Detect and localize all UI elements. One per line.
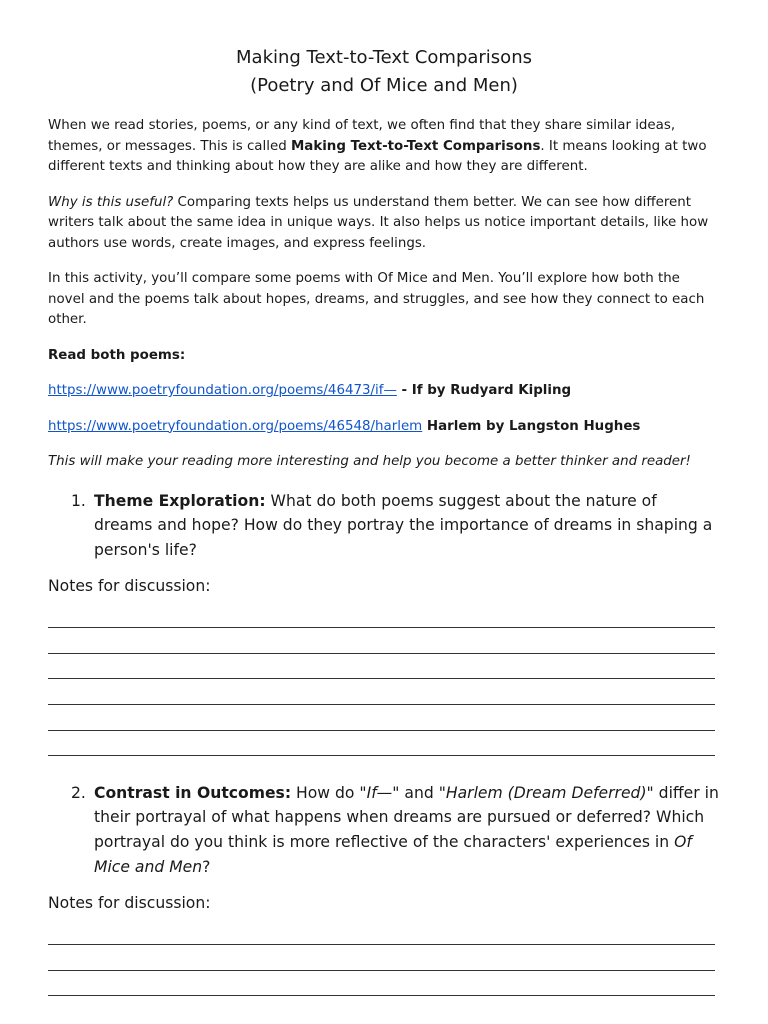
title-line-1: Making Text-to-Text Comparisons xyxy=(236,47,532,68)
intro-paragraph-3: In this activity, you’ll compare some poems with Of Mice and Men. You’ll explore how both the novel and the poems talk about hopes, dreams, and struggles, and see how they connect to each other. xyxy=(48,271,705,327)
question-1-text: What do both poems suggest about the nature of dreams and hope? How do they portray the importance of dreams in shaping a person's life? xyxy=(94,491,713,559)
notes-label-1: Notes for discussion: xyxy=(48,577,211,596)
question-2-number: 2. xyxy=(71,783,86,802)
intro-paragraph-1 xyxy=(48,116,720,178)
notes-lines-1 xyxy=(48,627,720,756)
poem-link-row-if xyxy=(48,381,720,402)
reading-note-text: This will make your reading more interesting and help you become a better thinker and reader! xyxy=(48,454,691,469)
poem-title-harlem: Harlem by Langston Hughes xyxy=(426,418,641,434)
why-useful-label: Why is this useful? xyxy=(48,194,174,210)
intro-text-b: . It means looking at two different texts and thinking about how they are alike and how they are different. xyxy=(48,138,707,174)
notes-label-2: Notes for discussion: xyxy=(48,894,211,913)
question-1-number: 1. xyxy=(71,491,86,510)
question-1-label: Theme Exploration: xyxy=(94,491,266,510)
question-2-text-b: and xyxy=(399,783,439,802)
intro-paragraph-2 xyxy=(48,193,720,255)
poem-separator-if: - xyxy=(396,383,412,398)
poems-heading xyxy=(48,346,720,367)
poem-link-harlem[interactable]: https://www.poetryfoundation.org/poems/46548/harlem xyxy=(48,418,423,434)
note-line[interactable] xyxy=(48,704,715,705)
note-line[interactable] xyxy=(48,755,715,756)
why-useful-text: Comparing texts helps us understand them better. We can see how different writers talk about the same idea in unique ways. It also helps us notice important details, like how authors use words, create images, and express feelings. xyxy=(48,194,709,251)
intro-term: Making Text-to-Text Comparisons xyxy=(290,138,541,154)
poem-link-row-harlem xyxy=(48,417,720,438)
note-line[interactable] xyxy=(48,995,715,996)
question-2-quote-if: "If—" xyxy=(359,783,400,802)
question-2 xyxy=(48,781,720,879)
question-2-text-a: How do xyxy=(291,783,360,802)
question-list xyxy=(48,489,720,563)
note-line[interactable] xyxy=(48,970,715,971)
note-line[interactable] xyxy=(48,730,715,731)
note-line[interactable] xyxy=(48,627,715,628)
poem-link-if[interactable]: https://www.poetryfoundation.org/poems/46473/if— xyxy=(48,383,397,398)
notes-lines-2 xyxy=(48,944,720,996)
note-line[interactable] xyxy=(48,678,715,679)
worksheet-page xyxy=(48,44,720,1021)
question-2-label: Contrast in Outcomes: xyxy=(94,783,292,802)
question-2-quote-harlem: "Harlem (Dream Deferred)" xyxy=(438,783,654,802)
question-list-2 xyxy=(48,781,720,879)
poem-title-if: If by Rudyard Kipling xyxy=(411,383,572,398)
question-2-text-c: differ in their portrayal of what happens when dreams are pursued or deferred? Which portrayal do you think is more reflective of the characters' experiences in xyxy=(94,783,719,852)
note-line[interactable] xyxy=(48,653,715,654)
question-2-book-title: Of Mice and Men xyxy=(94,833,692,876)
poems-heading-text: Read both poems: xyxy=(48,347,186,363)
title-line-2: (Poetry and Of Mice and Men) xyxy=(250,75,518,96)
question-2-text-d: ? xyxy=(202,857,211,876)
question-1 xyxy=(48,489,720,563)
reading-note xyxy=(48,452,720,473)
intro-text-a: When we read stories, poems, or any kind of text, we often find that they share similar ideas, themes, or messages. This is called xyxy=(48,118,676,154)
note-line[interactable] xyxy=(48,944,715,945)
title-block xyxy=(48,44,720,100)
